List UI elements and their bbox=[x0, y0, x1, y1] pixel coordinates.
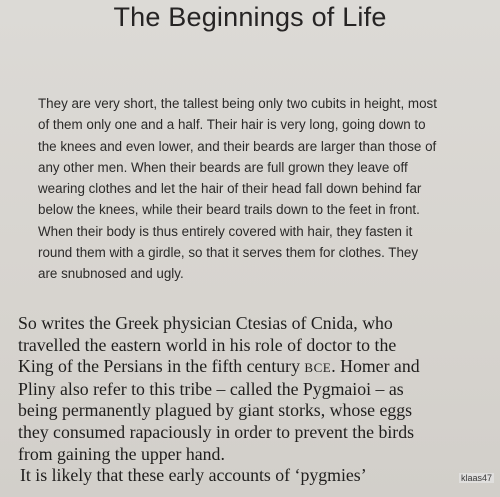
era-abbreviation: BCE bbox=[304, 360, 332, 376]
body-line-text: . Homer and bbox=[331, 356, 420, 377]
body-line: Pliny also refer to this tribe – called the Pygmaioi – as bbox=[18, 378, 404, 399]
quote-line: of them only one and a half. Their hair is very long, going down to bbox=[38, 117, 426, 133]
quote-line: are snubnosed and ugly. bbox=[38, 266, 184, 282]
body-line: being permanently plagued by giant storks, whose eggs bbox=[18, 400, 413, 421]
quote-line: any other men. When their beards are full grown they leave off bbox=[38, 159, 408, 175]
body-line: It is likely that these early accounts of ‘pygmies’ bbox=[20, 465, 367, 486]
body-line-text: King of the Persians in the fifth century bbox=[18, 356, 305, 377]
body-line bbox=[18, 356, 496, 379]
watermark: klaas47 bbox=[460, 473, 492, 483]
body-line: So writes the Greek physician Ctesias of Cnida, who bbox=[18, 313, 393, 333]
quote-line: When their body is thus entirely covered with hair, they fasten it bbox=[38, 223, 413, 239]
body-line: travelled the eastern world in his role of doctor to the bbox=[18, 334, 397, 355]
quote-line: below the knees, while their beard trails down to the feet in front. bbox=[38, 202, 420, 218]
quote-line: the knees and even lower, and their beards are larger than those of bbox=[38, 138, 437, 154]
body-line: they consumed rapaciously in order to prevent the birds bbox=[18, 421, 415, 442]
quote-line: They are very short, the tallest being only two cubits in height, most bbox=[38, 96, 437, 111]
body-line: from gaining the upper hand. bbox=[18, 443, 225, 464]
page-title: The Beginnings of Life bbox=[113, 2, 387, 32]
body-text bbox=[18, 313, 496, 487]
block-quote bbox=[38, 93, 478, 285]
quote-line: round them with a girdle, so that it serves them for clothes. They bbox=[38, 245, 419, 261]
quote-line: wearing clothes and let the hair of their head fall down behind far bbox=[38, 181, 422, 197]
